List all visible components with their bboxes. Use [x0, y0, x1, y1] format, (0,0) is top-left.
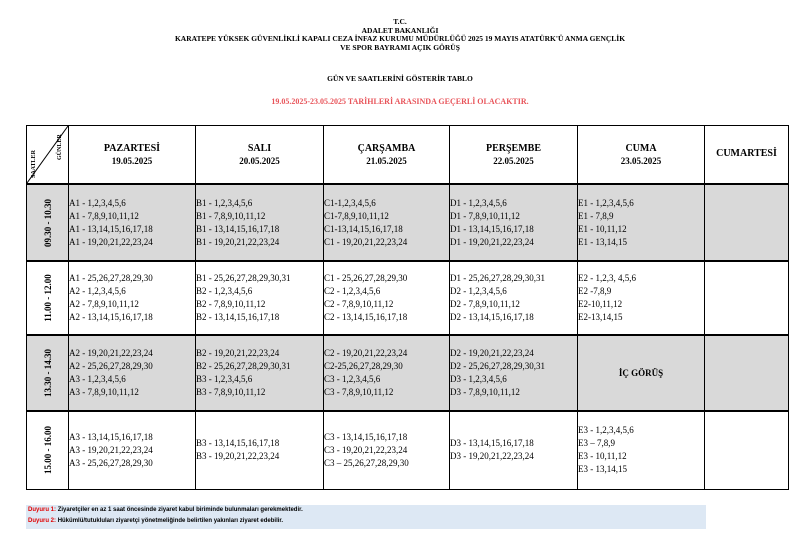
ward-entry: C1 - 25,26,27,28,29,30	[324, 273, 408, 283]
day-header-4	[578, 126, 705, 185]
ward-entry: C2 - 19,20,21,22,23,24	[324, 348, 408, 358]
time-slot-row	[27, 411, 789, 489]
ward-entry: C3 - 1,2,3,4,5,6	[324, 374, 381, 384]
ward-entry: B1 - 1,2,3,4,5,6	[196, 197, 253, 208]
visit-schedule-table	[26, 125, 789, 490]
day-name: CUMARTESİ	[716, 148, 777, 159]
ward-entry: E3 – 7,8,9	[578, 438, 615, 449]
ward-entry: B2 - 1,2,3,4,5,6	[196, 286, 253, 296]
schedule-cell	[450, 411, 578, 489]
ward-entry: D1 - 19,20,21,22,23,24	[450, 236, 534, 247]
header-line-tc: T.C.	[393, 17, 407, 26]
ward-entry: B2 - 13,14,15,16,17,18	[196, 312, 280, 322]
schedule-cell	[69, 261, 196, 335]
schedule-cell	[578, 411, 705, 489]
ward-entry: A1 - 1,2,3,4,5,6	[69, 197, 126, 208]
day-header-0	[69, 126, 196, 185]
ward-entry: D2 - 1,2,3,4,5,6	[450, 286, 507, 296]
ward-entry: D2 - 19,20,21,22,23,24	[450, 348, 534, 358]
time-slot-label: 15.00 - 16.00	[42, 426, 53, 475]
ward-entry: D3 - 19,20,21,22,23,24	[450, 451, 534, 462]
time-slot-row	[27, 261, 789, 335]
ward-entry: C1-7,8,9,10,11,12	[324, 210, 389, 221]
ward-entry: C2-25,26,27,28,29,30	[324, 361, 403, 371]
ward-entry: B3 - 19,20,21,22,23,24	[196, 451, 280, 462]
day-name: CUMA	[625, 143, 657, 154]
ward-entry: C3 – 25,26,27,28,29,30	[324, 457, 409, 468]
ward-entry: A2 - 13,14,15,16,17,18	[69, 312, 153, 322]
schedule-cell	[324, 411, 450, 489]
time-slot-label: 13.30 - 14.30	[42, 349, 53, 397]
hours-label: SAATLER	[31, 150, 37, 178]
ward-entry: A3 - 25,26,27,28,29,30	[69, 457, 153, 468]
ward-entry: B1 - 7,8,9,10,11,12	[196, 210, 266, 221]
time-slot-label-cell	[27, 261, 69, 335]
time-slot-row	[27, 184, 789, 261]
ward-entry: A1 - 7,8,9,10,11,12	[69, 210, 139, 221]
day-name: ÇARŞAMBA	[357, 143, 416, 154]
ward-entry: E3 - 10,11,12	[578, 451, 627, 462]
ward-entry: İÇ GÖRÜŞ	[618, 367, 664, 378]
time-slot-label-cell	[27, 184, 69, 261]
announcements-box	[26, 505, 706, 529]
schedule-cell	[69, 335, 196, 411]
announcement-2-tag: Duyuru 2:	[28, 518, 57, 524]
schedule-cell	[196, 411, 324, 489]
ward-entry: C1-1,2,3,4,5,6	[324, 197, 376, 208]
ward-entry: D2 - 13,14,15,16,17,18	[450, 312, 534, 322]
announcement-1-tag: Duyuru 1:	[28, 507, 57, 513]
announcement-2	[26, 516, 706, 527]
ward-entry: D1 - 7,8,9,10,11,12	[450, 210, 520, 221]
day-date: 20.05.2025	[239, 156, 280, 166]
header-line-institution: KARATEPE YÜKSEK GÜVENLİKLİ KAPALI CEZA İNFAZ KURUMU MÜDÜRLÜĞÜ 2025 19 MAYIS ATATÜRK'Ü ANMA GENÇLİK	[174, 34, 626, 44]
ward-entry: A1 - 13,14,15,16,17,18	[69, 223, 153, 234]
ward-entry: A1 - 25,26,27,28,29,30	[69, 273, 153, 283]
announcement-1-text: Ziyaretçiler en az 1 saat öncesinde ziyaret kabul biriminde bulunmaları gerekmektedir.	[57, 507, 303, 513]
document-header	[0, 18, 800, 52]
ward-entry: A1 - 19,20,21,22,23,24	[69, 236, 153, 247]
ward-entry: C2 - 7,8,9,10,11,12	[324, 299, 394, 309]
day-header-1	[196, 126, 324, 185]
schedule-cell	[69, 411, 196, 489]
day-date: 23.05.2025	[620, 156, 662, 166]
ward-entry: B2 - 19,20,21,22,23,24	[196, 348, 280, 358]
ward-entry: B1 - 25,26,27,28,29,30,31	[196, 273, 291, 283]
ward-entry: E1 - 13,14,15	[578, 236, 627, 247]
ward-entry: C1-13,14,15,16,17,18	[324, 223, 403, 234]
day-date: 19.05.2025	[111, 156, 153, 166]
ward-entry: E2 - 1,2,3, 4,5,6	[578, 273, 636, 283]
ward-entry: D3 - 1,2,3,4,5,6	[450, 374, 507, 384]
ward-entry: C2 - 1,2,3,4,5,6	[324, 286, 381, 296]
ward-entry: D1 - 25,26,27,28,29,30,31	[450, 273, 545, 283]
ward-entry: C3 - 7,8,9,10,11,12	[324, 387, 394, 397]
day-header-3	[450, 126, 578, 185]
day-name: PERŞEMBE	[485, 143, 541, 154]
ward-entry: C1 - 19,20,21,22,23,24	[324, 236, 408, 247]
time-slot-label-cell	[27, 411, 69, 489]
day-date: 21.05.2025	[366, 156, 407, 166]
ward-entry: A2 - 19,20,21,22,23,24	[69, 348, 153, 358]
schedule-cell	[450, 261, 578, 335]
schedule-cell	[705, 184, 789, 261]
ward-entry: E2-10,11,12	[578, 299, 623, 309]
ward-entry: D1 - 1,2,3,4,5,6	[450, 197, 507, 208]
header-line-ministry: ADALET BAKANLIĞI	[361, 25, 439, 35]
schedule-cell	[196, 335, 324, 411]
ward-entry: D1 - 13,14,15,16,17,18	[450, 223, 534, 234]
time-slot-row	[27, 335, 789, 411]
ward-entry: D2 - 25,26,27,28,29,30,31	[450, 361, 545, 371]
ward-entry: D2 - 7,8,9,10,11,12	[450, 299, 520, 309]
ward-entry: E1 - 10,11,12	[578, 223, 627, 234]
time-slot-label: 11.00 - 12.00	[42, 274, 53, 322]
ward-entry: A3 - 19,20,21,22,23,24	[69, 444, 153, 455]
schedule-cell	[450, 335, 578, 411]
ward-entry: A3 - 7,8,9,10,11,12	[69, 387, 139, 397]
ward-entry: A2 - 7,8,9,10,11,12	[69, 299, 139, 309]
schedule-cell	[196, 184, 324, 261]
corner-header-cell	[27, 126, 69, 185]
ward-entry: B2 - 7,8,9,10,11,12	[196, 299, 266, 309]
time-slot-label: 09.30 - 10.30	[42, 198, 53, 247]
ward-entry: B2 - 25,26,27,28,29,30,31	[196, 361, 291, 371]
ward-entry: E1 - 7,8,9	[578, 210, 614, 221]
schedule-cell	[578, 261, 705, 335]
table-subtitle: GÜN VE SAATLERİNİ GÖSTERİR TABLO	[327, 74, 473, 83]
schedule-cell	[324, 335, 450, 411]
schedule-cell	[324, 261, 450, 335]
ward-entry: E2 -7,8,9	[578, 286, 612, 296]
ward-entry: E1 - 1,2,3,4,5,6	[578, 197, 634, 208]
ward-entry: A3 - 13,14,15,16,17,18	[69, 431, 153, 442]
ward-entry: C3 - 19,20,21,22,23,24	[324, 444, 408, 455]
day-date: 22.05.2025	[493, 156, 534, 166]
ward-entry: A2 - 1,2,3,4,5,6	[69, 286, 126, 296]
day-name: SALI	[247, 143, 272, 154]
ward-entry: A2 - 25,26,27,28,29,30	[69, 361, 153, 371]
ward-entry: E3 - 1,2,3,4,5,6	[578, 425, 634, 436]
validity-notice: 19.05.2025-23.05.2025 TARİHLERİ ARASINDA GEÇERLİ OLACAKTIR.	[271, 97, 529, 106]
ward-entry: A3 - 1,2,3,4,5,6	[69, 374, 126, 384]
ward-entry: D3 - 7,8,9,10,11,12	[450, 387, 520, 397]
ward-entry: B1 - 13,14,15,16,17,18	[196, 223, 280, 234]
schedule-cell	[69, 184, 196, 261]
schedule-cell	[705, 335, 789, 411]
schedule-cell	[196, 261, 324, 335]
ward-entry: E3 - 13,14,15	[578, 464, 627, 475]
ward-entry: B3 - 1,2,3,4,5,6	[196, 374, 253, 384]
ward-entry: B3 - 13,14,15,16,17,18	[196, 438, 280, 449]
schedule-cell	[450, 184, 578, 261]
ward-entry: B1 - 19,20,21,22,23,24	[196, 236, 280, 247]
days-label: GÜNLER	[57, 134, 63, 160]
schedule-cell	[705, 411, 789, 489]
ward-entry: C3 - 13,14,15,16,17,18	[324, 431, 408, 442]
schedule-cell	[705, 261, 789, 335]
ward-entry: E2-13,14,15	[578, 312, 623, 322]
ward-entry: B3 - 7,8,9,10,11,12	[196, 387, 266, 397]
announcement-2-text: Hükümlü/tutukluları ziyaretçi yönetmeliğinde belirtilen yakınları ziyaret edebilir.	[57, 518, 284, 524]
day-header-2	[324, 126, 450, 185]
announcement-1	[26, 505, 706, 516]
day-header-5	[705, 126, 789, 185]
time-slot-label-cell	[27, 335, 69, 411]
ward-entry: D3 - 13,14,15,16,17,18	[450, 438, 534, 449]
ward-entry: C2 - 13,14,15,16,17,18	[324, 312, 408, 322]
header-line-event: VE SPOR BAYRAMI AÇIK GÖRÜŞ	[340, 42, 460, 52]
schedule-cell	[324, 184, 450, 261]
schedule-cell	[578, 184, 705, 261]
day-name: PAZARTESİ	[103, 143, 161, 154]
schedule-cell	[578, 335, 705, 411]
